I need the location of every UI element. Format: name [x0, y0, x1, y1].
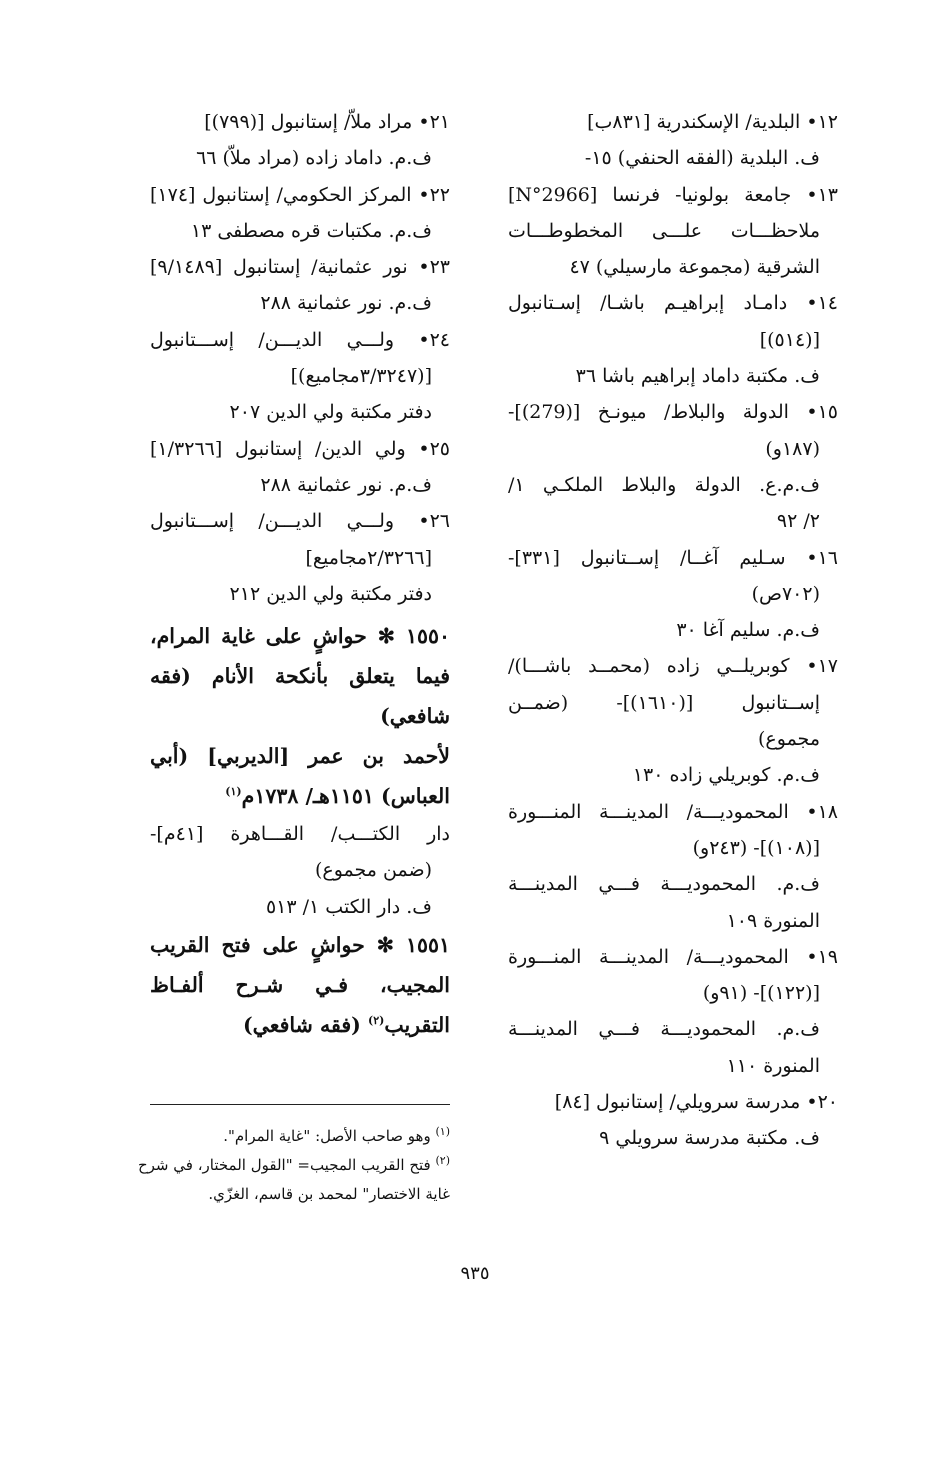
list-line: المنورة ١٠٩ [726, 909, 820, 932]
entry-1551 [150, 925, 450, 1045]
entry-title [150, 1005, 450, 1045]
author-dates: العباس) ١١٥١هـ/ ١٧٣٨م [241, 784, 450, 809]
right-column [508, 104, 838, 1157]
list-line: الشرقية (مجموعة مارسيلي) ٤٧ [569, 256, 820, 279]
entry-subject: (فقه شافعي) [242, 1013, 368, 1038]
list-line: ١٤• دامـاد إبراهيـم باشـا/ إسـتانبول [508, 292, 838, 315]
entry-location: (ضمن مجموع) [314, 859, 432, 882]
list-line: ف. مكتبة مدرسة سرويلي ٩ [599, 1127, 820, 1150]
list-line: (٧٠٢ص) [751, 582, 820, 605]
entry-reference: ف. دار الكتب ١/ ٥١٣ [265, 895, 432, 918]
list-line: ١٥• الدولة والبلاط/ ميونـخ [(279)]- [508, 401, 838, 424]
footnote-divider [150, 1104, 450, 1105]
list-line: ١٢• البلدية/ الإسكندرية [٨٣١ب] [587, 111, 838, 133]
entry-author [150, 776, 450, 816]
list-line: ف.م.ع. الدولة والبلاط الملكـي ١/ [508, 473, 820, 496]
list-line: ١٩• المحموديـــة/ المدينـــة المنـــورة [508, 945, 838, 968]
page-number: ٩٣٥ [460, 1263, 490, 1284]
entry-title: ١٥٥٠ ✻ حواشٍ على غاية المرام، [150, 624, 450, 649]
list-line: ١٦• سـليم آغــا/ إســتانبول [٣٣١]- [508, 546, 838, 569]
list-line: [٢/٣٢٦٦مجاميع] [305, 546, 432, 569]
list-line: ٢٠• مدرسة سرويلي/ إستانبول [٨٤] [554, 1091, 838, 1114]
footnote-number: (١) [435, 1125, 450, 1138]
list-line: ٢٢• المركز الحكومي/ إستانبول [١٧٤] [150, 183, 450, 206]
entry-title: ١٥٥١ ✻ حواشٍ على فتح القريب [150, 933, 450, 958]
list-line: ٢/ ٩٢ [776, 510, 820, 533]
entry-author: لأحمد بن عمر [الديربي] (أبي [150, 744, 450, 769]
list-line: ٢٦• ولـــي الديـــن/ إســـتانبول [150, 510, 450, 533]
entry-title: فيما يتعلق بأنكحة الأنام (فقه [150, 664, 450, 689]
footnote-2 [137, 1151, 450, 1180]
list-line: المنورة ١١٠ [726, 1054, 820, 1077]
list-line: ٢٤• ولـــي الديـــن/ إســـتانبول [150, 328, 450, 351]
list-line: ف.م. سليم آغا ٣٠ [676, 619, 820, 642]
entry-title: شافعي) [380, 704, 450, 729]
list-line: مجموع) [758, 728, 820, 751]
list-line: [(٣/٣٢٤٧مجاميع)] [290, 365, 432, 388]
footnote-1 [150, 1122, 450, 1151]
list-line: ٢٥• ولي الدين/ إستانبول [١/٣٢٦٦] [150, 437, 450, 460]
list-line: دفتر مكتبة ولي الدين ٢١٢ [229, 582, 432, 605]
list-line: ف.م. نور عثمانية ٢٨٨ [260, 473, 432, 496]
footnote-marker: (١) [225, 785, 242, 799]
footnote-2-continued: غاية الاختصار" لمحمد بن قاسم، الغزّي. [208, 1185, 450, 1203]
list-line: ١٧• كوبريلــي زاده (محمــد باشـــا)/ [508, 655, 838, 678]
list-line: ف.م. كوبريلي زاده ١٣٠ [632, 764, 820, 787]
list-line: ف.م. نور عثمانية ٢٨٨ [260, 292, 432, 315]
footnote-marker: (٢) [367, 1014, 385, 1028]
list-line: ملاحظـــات علـــى المخطوطـــات [508, 219, 820, 242]
entry-1550 [150, 616, 450, 925]
list-line: [(١٢٢)]- (٩١و) [702, 982, 820, 1005]
entry-title: المجيب، فـي شـرح ألفـاظ [150, 973, 450, 998]
list-line: إســتانبول [(١٦١٠)]- (ضمــن [508, 691, 820, 714]
manuscript-list-continued [150, 104, 450, 612]
list-line: ١٨• المحموديـــة/ المدينـــة المنـــورة [508, 800, 838, 823]
list-line: ف.م. المحموديـــة فـــي المدينـــة [508, 1018, 820, 1041]
footnotes [137, 1122, 450, 1209]
list-line: ٢١• مراد ملاّ/ إستانبول [(٧٩٩)] [204, 111, 450, 133]
footnote-text: وهو صاحب الأصل: "غاية المرام". [223, 1127, 436, 1145]
list-line: [(١٠٨)]- (٢٤٣و) [692, 836, 820, 859]
entry-title-text: التقريب [384, 1013, 450, 1038]
footnote-text: فتح القريب المجيب= "القول المختار، في شرح [137, 1156, 436, 1174]
list-line: ف.م. مكتبات قره مصطفى ١٣ [190, 219, 432, 242]
left-column [150, 104, 450, 1045]
footnote-number: (٢) [435, 1154, 450, 1167]
list-line: ف.م. داماد زاده (مراد ملاّ) ٦٦ [196, 147, 432, 170]
list-line: ٢٣• نور عثمانية/ إستانبول [٩/١٤٨٩] [150, 256, 450, 279]
list-line: دفتر مكتبة ولي الدين ٢٠٧ [229, 401, 432, 424]
list-line: (١٨٧و) [765, 437, 820, 460]
entry-location: دار الكتـــب/ القـــاهرة [٤١م]- [150, 823, 450, 846]
list-line: ١٣• جامعة بولونيا- فرنسا [N°2966] [508, 183, 838, 206]
list-line: [(٥١٤)] [759, 328, 820, 351]
list-line: ف. مكتبة داماد إبراهيم باشا ٣٦ [575, 365, 820, 388]
list-line: ف. البلدية (الفقه الحنفي) ١٥- [584, 147, 820, 170]
list-line: ف.م. المحموديـــة فـــي المدينـــة [508, 873, 820, 896]
